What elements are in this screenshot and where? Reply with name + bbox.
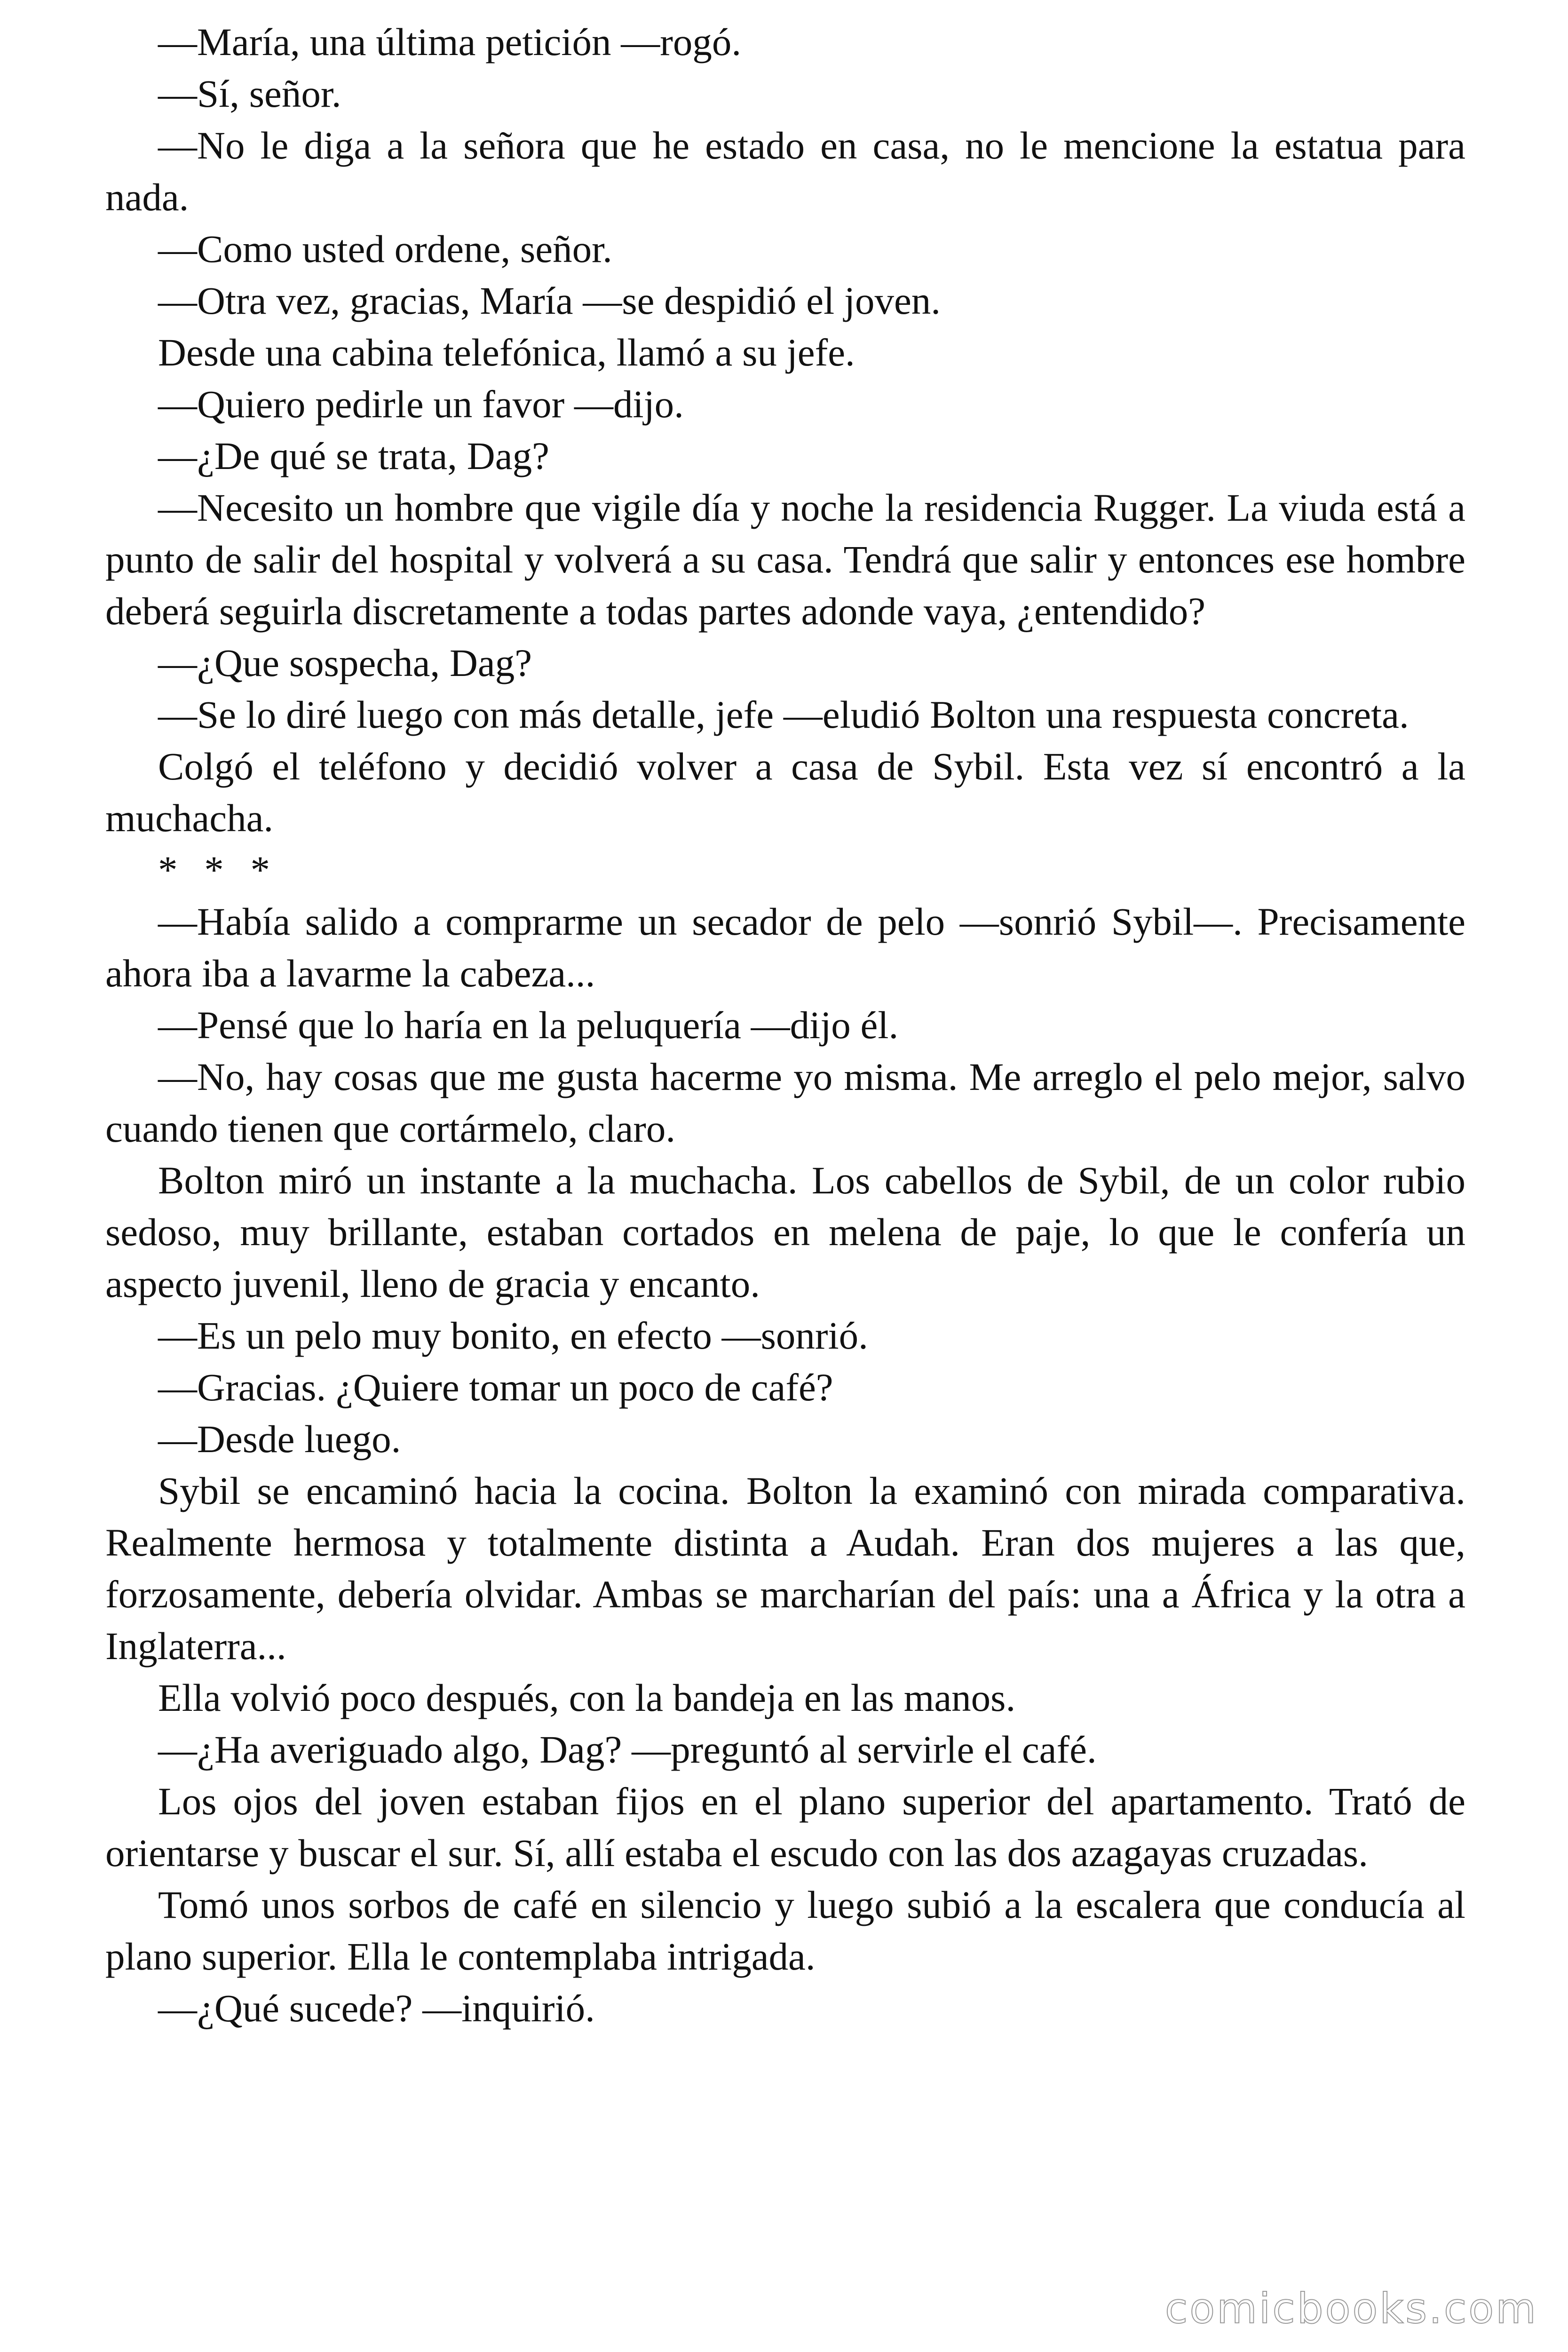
section-separator: * * *: [158, 848, 278, 891]
paragraph: Ella volvió poco después, con la bandeja en las manos.: [158, 1676, 1016, 1719]
paragraph: —Gracias. ¿Quiere tomar un poco de café?: [158, 1366, 833, 1409]
section-1: [105, 16, 1465, 844]
paragraph: Colgó el teléfono y decidió volver a casa de Sybil. Esta vez sí encontró a la muchacha.: [105, 745, 1465, 840]
paragraph: —María, una última petición —rogó.: [158, 20, 742, 64]
paragraph: —No, hay cosas que me gusta hacerme yo misma. Me arreglo el pelo mejor, salvo cuando tienen que cortármelo, claro.: [105, 1055, 1465, 1150]
paragraph: —Quiero pedirle un favor —dijo.: [158, 382, 684, 426]
paragraph: —¿De qué se trata, Dag?: [158, 434, 549, 477]
paragraph: Los ojos del joven estaban fijos en el plano superior del apartamento. Trató de orientarse y buscar el sur. Sí, allí estaba el escudo con las dos azagayas cruzadas.: [105, 1780, 1465, 1875]
paragraph: —No le diga a la señora que he estado en casa, no le mencione la estatua para nada.: [105, 124, 1465, 219]
paragraph: —Pensé que lo haría en la peluquería —dijo él.: [158, 1003, 899, 1047]
paragraph: —¿Ha averiguado algo, Dag? —preguntó al servirle el café.: [158, 1728, 1097, 1771]
paragraph: —¿Qué sucede? —inquirió.: [158, 1986, 595, 2030]
watermark: comicbooks.com: [1164, 2284, 1538, 2333]
paragraph: —Se lo diré luego con más detalle, jefe —eludió Bolton una respuesta concreta.: [158, 693, 1409, 736]
paragraph: —Otra vez, gracias, María —se despidió el joven.: [158, 279, 941, 322]
paragraph: Desde una cabina telefónica, llamó a su jefe.: [158, 331, 855, 374]
paragraph: Tomó unos sorbos de café en silencio y luego subió a la escalera que conducía al plano superior. Ella le contemplaba intrigada.: [105, 1883, 1465, 1978]
paragraph: —Desde luego.: [158, 1417, 401, 1461]
paragraph: —¿Que sospecha, Dag?: [158, 641, 532, 684]
paragraph: —Como usted ordene, señor.: [158, 227, 612, 270]
paragraph: —Había salido a comprarme un secador de pelo —sonrió Sybil—. Precisamente ahora iba a lavarme la cabeza...: [105, 900, 1465, 995]
paragraph: —Necesito un hombre que vigile día y noche la residencia Rugger. La viuda está a punto de salir del hospital y volverá a su casa. Tendrá que salir y entonces ese hombre deberá seguirla discretamente a todas partes adonde vaya, ¿entendido?: [105, 486, 1465, 633]
paragraph: —Es un pelo muy bonito, en efecto —sonrió.: [158, 1314, 868, 1357]
paragraph: Bolton miró un instante a la muchacha. Los cabellos de Sybil, de un color rubio sedoso, muy brillante, estaban cortados en melena de paje, lo que le confería un aspecto juvenil, lleno de gracia y encanto.: [105, 1159, 1465, 1305]
paragraph: —Sí, señor.: [158, 72, 341, 115]
paragraph: Sybil se encaminó hacia la cocina. Bolton la examinó con mirada comparativa. Realmente hermosa y totalmente distinta a Audah. Eran dos mujeres a las que, forzosamente, debería olvidar. Ambas se marcharían del país: una a África y la otra a Inglaterra...: [105, 1469, 1465, 1668]
section-2: [105, 896, 1465, 2034]
document-page: [105, 16, 1465, 2034]
